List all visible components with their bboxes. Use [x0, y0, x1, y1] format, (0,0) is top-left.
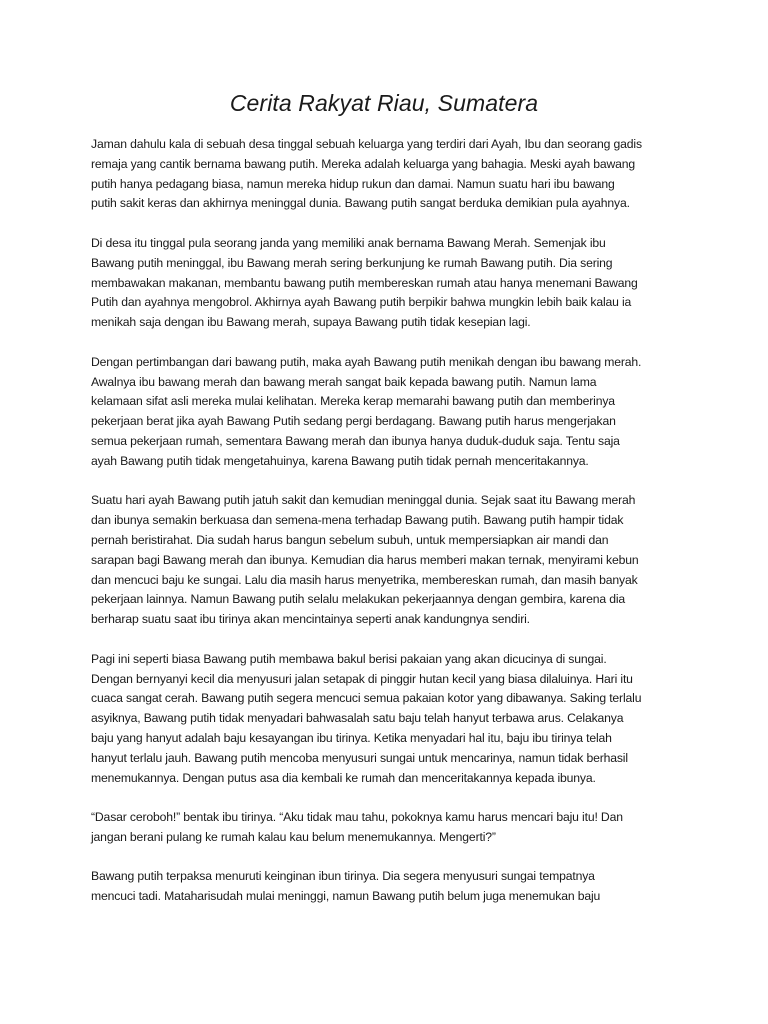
text-line: pernah beristirahat. Dia sudah harus bangun sebelum subuh, untuk mempersiapkan air mandi dan	[91, 532, 609, 547]
text-line: Dengan pertimbangan dari bawang putih, maka ayah Bawang putih menikah dengan ibu bawang merah.	[91, 354, 642, 369]
text-line: Awalnya ibu bawang merah dan bawang merah sangat baik kepada bawang putih. Namun lama	[91, 374, 597, 389]
text-line: pekerjaan lainnya. Namun Bawang putih selalu melakukan pekerjaannya dengan gembira, karena dia	[91, 592, 626, 607]
paragraph	[91, 491, 681, 630]
text-line: dan mencuci baju ke sungai. Lalu dia masih harus menyetrika, membereskan rumah, dan masih banyak	[91, 572, 638, 587]
text-line: ayah Bawang putih tidak mengetahuinya, karena Bawang putih tidak pernah menceritakannya.	[91, 453, 589, 468]
text-line: pekerjaan berat jika ayah Bawang Putih sedang pergi berdagang. Bawang putih harus mengerjakan	[91, 414, 616, 429]
text-line: baju yang hanyut adalah baju kesayangan ibu tirinya. Ketika menyadari hal itu, baju ibu tirinya telah	[91, 730, 612, 745]
text-line: semua pekerjaan rumah, sementara Bawang merah dan ibunya hanya duduk-duduk saja. Tentu saja	[91, 433, 620, 448]
text-line: Pagi ini seperti biasa Bawang putih membawa bakul berisi pakaian yang akan dicucinya di sungai.	[91, 651, 607, 666]
text-line: Bawang putih terpaksa menuruti keinginan ibun tirinya. Dia segera menyusuri sungai tempatnya	[91, 869, 595, 884]
text-line: Jaman dahulu kala di sebuah desa tinggal sebuah keluarga yang terdiri dari Ayah, Ibu dan seorang gadis	[91, 137, 642, 151]
document-body	[91, 135, 681, 927]
text-line: “Dasar ceroboh!” bentak ibu tirinya. “Aku tidak mau tahu, pokoknya kamu harus mencari baju itu! Dan	[91, 810, 623, 825]
text-line: Bawang putih meninggal, ibu Bawang merah sering berkunjung ke rumah Bawang putih. Dia sering	[91, 255, 613, 270]
text-line: sarapan bagi Bawang merah dan ibunya. Kemudian dia harus memberi makan ternak, menyirami kebun	[91, 552, 639, 567]
paragraph	[91, 234, 681, 333]
text-line: cuaca sangat cerah. Bawang putih segera mencuci semua pakaian kotor yang dibawanya. Saking terlalu	[91, 691, 642, 706]
text-line: membawakan makanan, membantu bawang putih membereskan rumah atau hanya menemani Bawang	[91, 275, 638, 290]
text-line: jangan berani pulang ke rumah kalau kau belum menemukannya. Mengerti?”	[91, 829, 496, 844]
text-line: mencuci tadi. Mataharisudah mulai meninggi, namun Bawang putih belum juga menemukan baju	[91, 889, 601, 904]
text-line: remaja yang cantik bernama bawang putih. Mereka adalah keluarga yang bahagia. Meski ayah bawang	[91, 156, 636, 171]
text-line: Suatu hari ayah Bawang putih jatuh sakit dan kemudian meninggal dunia. Sejak saat itu Bawang merah	[91, 493, 636, 508]
text-line: dan ibunya semakin berkuasa dan semena-mena terhadap Bawang putih. Bawang putih hampir tidak	[91, 513, 624, 528]
text-line: hanyut terlalu jauh. Bawang putih mencoba menyusuri sungai untuk mencarinya, namun tidak berhasil	[91, 750, 628, 765]
paragraph	[91, 867, 681, 907]
text-line: kelamaan sifat asli mereka mulai kelihatan. Mereka kerap memarahi bawang putih dan memberinya	[91, 394, 615, 409]
paragraph	[91, 650, 681, 789]
text-line: asyiknya, Bawang putih tidak menyadari bahwasalah satu baju telah hanyut terbawa arus. Celakanya	[91, 711, 624, 726]
text-line: menemukannya. Dengan putus asa dia kembali ke rumah dan menceritakannya kepada ibunya.	[91, 770, 596, 785]
text-line: putih hanya pedagang biasa, namun mereka hidup rukun dan damai. Namun suatu hari ibu bawang	[91, 176, 615, 191]
text-line: Di desa itu tinggal pula seorang janda yang memiliki anak bernama Bawang Merah. Semenjak ibu	[91, 235, 606, 250]
text-line: berharap suatu saat ibu tirinya akan mencintainya seperti anak kandungnya sendiri.	[91, 612, 530, 627]
text-line: Putih dan ayahnya mengobrol. Akhirnya ayah Bawang putih berpikir bahwa mungkin lebih baik kalau ia	[91, 295, 632, 310]
text-line: putih sakit keras dan akhirnya meninggal dunia. Bawang putih sangat berduka demikian pula ayahnya.	[91, 196, 630, 211]
text-line: Dengan bernyanyi kecil dia menyusuri jalan setapak di pinggir hutan kecil yang biasa dilaluinya. Hari itu	[91, 671, 633, 686]
paragraph	[91, 135, 681, 214]
paragraph	[91, 353, 681, 472]
paragraph	[91, 808, 681, 848]
text-line: menikah saja dengan ibu Bawang merah, supaya Bawang putih tidak kesepian lagi.	[91, 315, 531, 330]
document-title: Cerita Rakyat Riau, Sumatera	[229, 90, 539, 116]
